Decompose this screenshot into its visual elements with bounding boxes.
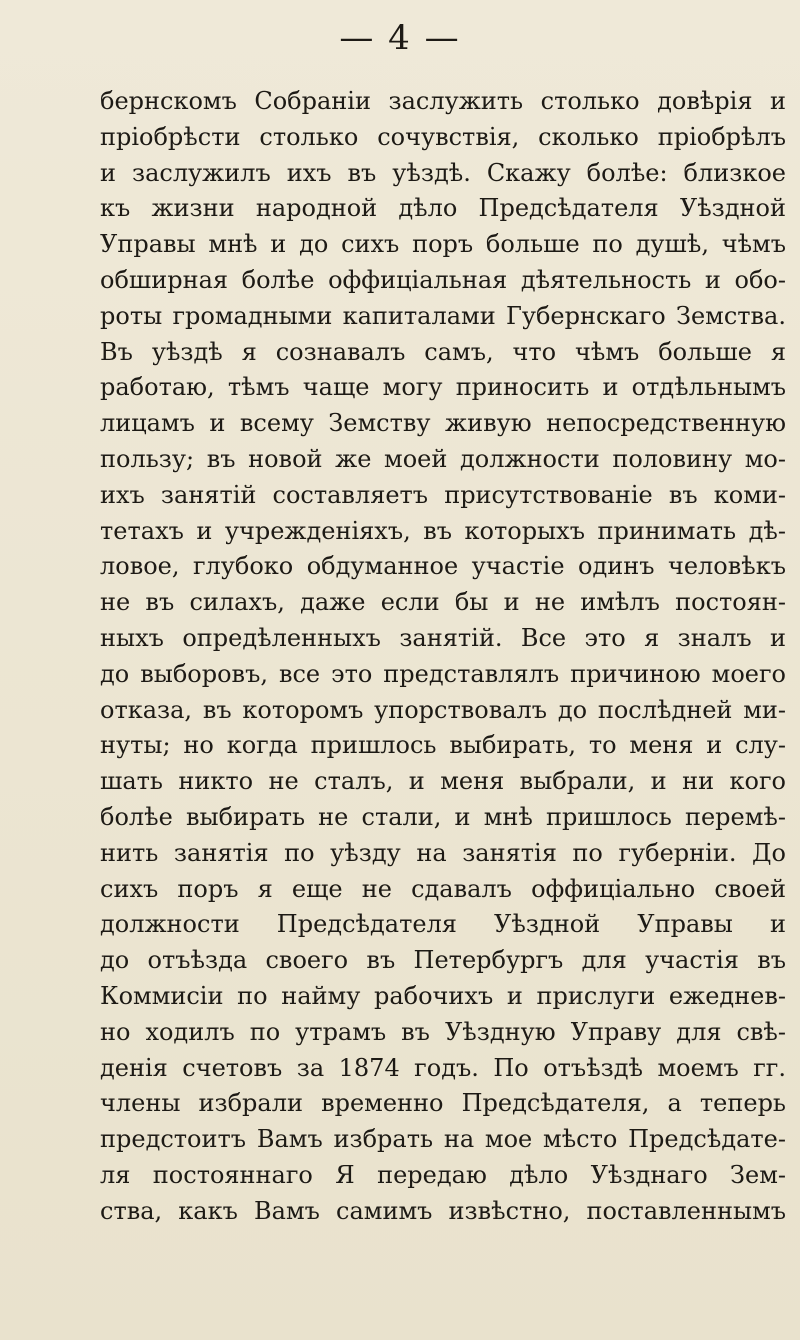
text-line: тетахъ и учрежденіяхъ, въ которыхъ принимать дѣ- [100, 516, 786, 545]
text-line: до отъѣзда своего въ Петербургъ для участія въ [100, 946, 786, 975]
text-line: ловое, глубоко обдуманное участіе одинъ человѣкъ [100, 552, 786, 581]
page-number: — 4 — [339, 18, 461, 58]
text-line: члены избрали временно Предсѣдателя, а теперь [100, 1089, 786, 1118]
text-line: не въ силахъ, даже если бы и не имѣлъ постоян- [100, 588, 786, 617]
text-line: должности Предсѣдателя Уѣздной Управы и [100, 910, 786, 939]
text-line: Въ уѣздѣ я сознавалъ самъ, что чѣмъ больше я [100, 337, 786, 366]
text-line: ныхъ опредѣленныхъ занятій. Все это я зналъ и [100, 623, 786, 652]
text-line: предстоитъ Вамъ избрать на мое мѣсто Предсѣдате- [100, 1125, 786, 1154]
text-line: ства, какъ Вамъ самимъ извѣстно, поставленнымъ [100, 1196, 786, 1225]
text-line: бернскомъ Собраніи заслужить столько довѣрія и [100, 87, 786, 115]
text-line: Управы мнѣ и до сихъ поръ больше по душѣ, чѣмъ [100, 230, 786, 259]
text-line: Коммисіи по найму рабочихъ и прислуги ежеднев- [100, 981, 786, 1010]
text-line: ихъ занятій составляетъ присутствованіе въ коми- [100, 480, 786, 509]
text-line: нить занятія по уѣзду на занятія по губерніи. До [100, 838, 786, 867]
text-line: пользу; въ новой же моей должности половину мо- [100, 444, 786, 473]
text-line: къ жизни народной дѣло Предсѣдателя Уѣздной [100, 194, 786, 223]
text-line: пріобрѣсти столько сочувствія, сколько пріобрѣлъ [100, 122, 786, 151]
text-line: болѣе выбирать не стали, и мнѣ пришлось перемѣ- [100, 802, 786, 831]
text-line: сихъ поръ я еще не сдавалъ оффиціально своей [100, 874, 786, 903]
text-line: работаю, тѣмъ чаще могу приносить и отдѣльнымъ [100, 373, 786, 402]
text-line: но ходилъ по утрамъ въ Уѣздную Управу для свѣ- [100, 1017, 786, 1046]
text-line: и заслужилъ ихъ въ уѣздѣ. Скажу болѣе: близкое [100, 158, 786, 187]
text-line: отказа, въ которомъ упорствовалъ до послѣдней ми- [100, 695, 786, 724]
text-line: до выборовъ, все это представлялъ причиною моего [100, 659, 786, 688]
text-line: ля постояннаго Я передаю дѣло Уѣзднаго Зем- [100, 1160, 786, 1189]
text-line: обширная болѣе оффиціальная дѣятельность и обо- [100, 265, 786, 294]
body-text [100, 84, 786, 1230]
text-line: шать никто не сталъ, и меня выбрали, и ни кого [100, 767, 786, 796]
text-line: роты громадными капиталами Губернскаго Земства. [100, 301, 786, 330]
text-line: лицамъ и всему Земству живую непосредственную [100, 409, 786, 438]
text-line: денія счетовъ за 1874 годъ. По отъѣздѣ моемъ гг. [100, 1053, 786, 1082]
text-line: нуты; но когда пришлось выбирать, то меня и слу- [100, 731, 786, 760]
